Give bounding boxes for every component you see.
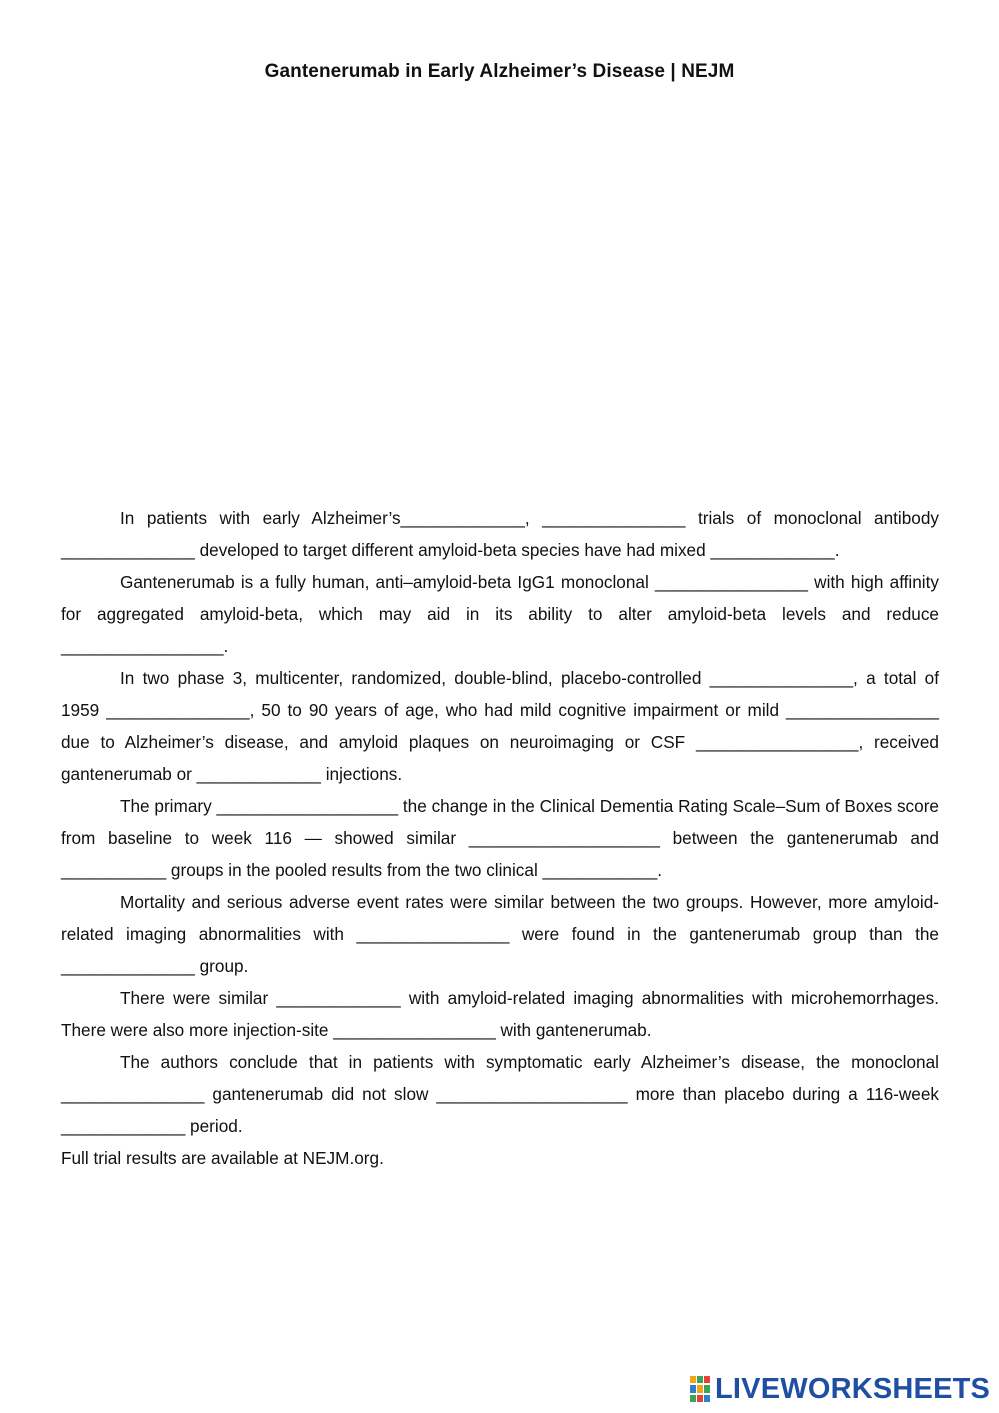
paragraph-safety: Mortality and serious adverse event rates were similar between the two groups. However, more amyloid-related imaging abnormalities with ________________ were found in the gantenerumab group than the ______________ group.	[61, 892, 939, 976]
paragraph-primary-outcome: The primary ___________________ the change in the Clinical Dementia Rating Scale–Sum of Boxes score from baseline to week 116 — showed similar ____________________ between the gantenerumab and ___________ groups in the pooled results from the two clinical ____________.	[61, 796, 939, 880]
liveworksheets-logo-text: LIVEWORKSHEETS	[715, 1372, 991, 1405]
paragraph-intro: In patients with early Alzheimer’s_____________, _______________ trials of monoclonal antibody ______________ developed to target different amyloid-beta species have had mixed _____________.	[61, 508, 939, 560]
footer-note: Full trial results are available at NEJM.org.	[61, 1148, 384, 1168]
page-title: Gantenerumab in Early Alzheimer’s Disease | NEJM	[264, 61, 735, 82]
paragraph-conclusion: The authors conclude that in patients with symptomatic early Alzheimer’s disease, the monoclonal _______________ gantenerumab did not slow ____________________ more than placebo during a 116-week _____________ period.	[61, 1052, 939, 1136]
liveworksheets-logo-icon	[690, 1376, 712, 1402]
paragraph-microhemorrhages: There were similar _____________ with amyloid-related imaging abnormalities with microhemorrhages. There were also more injection-site _________________ with gantenerumab.	[61, 988, 939, 1040]
liveworksheets-logo	[690, 1373, 990, 1405]
paragraph-trial-design: In two phase 3, multicenter, randomized, double-blind, placebo-controlled _______________, a total of 1959 _______________, 50 to 90 years of age, who had mild cognitive impairment or mild ________________ due to Alzheimer’s disease, and amyloid plaques on neuroimaging or CSF _________________, received gantenerumab or _____________ injections.	[61, 668, 939, 784]
paragraph-gantenerumab-description: Gantenerumab is a fully human, anti–amyloid-beta IgG1 monoclonal ________________ with high affinity for aggregated amyloid-beta, which may aid in its ability to alter amyloid-beta levels and reduce _________________.	[61, 572, 939, 656]
worksheet-body	[61, 502, 939, 1174]
